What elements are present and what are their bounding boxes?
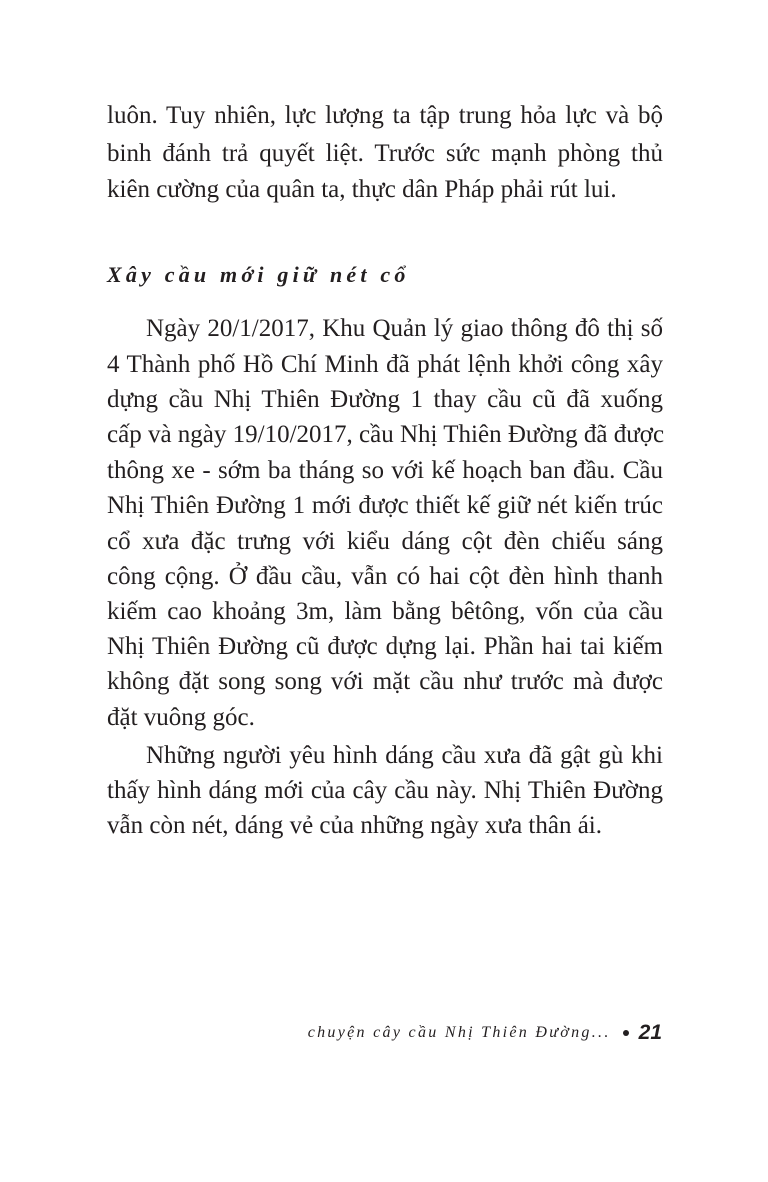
text-line: kiên cường của quân ta, thực dân Pháp phải rút lui.: [107, 176, 617, 203]
text-line: đặt vuông góc.: [107, 704, 255, 731]
page-footer: [308, 1018, 662, 1048]
text-line: vẫn còn nét, dáng vẻ của những ngày xưa thân ái.: [107, 812, 602, 839]
page-number: 21: [638, 1021, 662, 1044]
text-line: Ngày 20/1/2017, Khu Quản lý giao thông đô thị số: [146, 315, 663, 342]
text-line: thấy hình dáng mới của cây cầu này. Nhị Thiên Đường: [107, 777, 663, 804]
running-title: chuyện cây cầu Nhị Thiên Đường...: [307, 1024, 611, 1041]
text-line: công cộng. Ở đầu cầu, vẫn có hai cột đèn hình thanh: [107, 563, 663, 590]
text-line: luôn. Tuy nhiên, lực lượng ta tập trung hỏa lực và bộ: [107, 102, 663, 129]
bullet-separator-icon: [623, 1030, 629, 1036]
section-heading: Xây cầu mới giữ nét cổ: [107, 262, 410, 287]
text-line: cổ xưa đặc trưng với kiểu dáng cột đèn chiếu sáng: [107, 528, 663, 555]
text-line: 4 Thành phố Hồ Chí Minh đã phát lệnh khởi công xây: [107, 351, 663, 378]
text-line: Những người yêu hình dáng cầu xưa đã gật gù khi: [146, 742, 663, 769]
text-line: cấp và ngày 19/10/2017, cầu Nhị Thiên Đường đã được: [107, 421, 665, 448]
text-line: binh đánh trả quyết liệt. Trước sức mạnh phòng thủ: [107, 140, 663, 167]
text-line: Nhị Thiên Đường cũ được dựng lại. Phần hai tai kiếm: [107, 633, 663, 660]
text-line: dựng cầu Nhị Thiên Đường 1 thay cầu cũ đã xuống: [107, 386, 663, 413]
text-line: thông xe - sớm ba tháng so với kế hoạch ban đầu. Cầu: [107, 457, 663, 484]
text-line: không đặt song song với mặt cầu như trước mà được: [107, 668, 663, 695]
text-line: Nhị Thiên Đường 1 mới được thiết kế giữ nét kiến trúc: [107, 492, 663, 519]
text-line: kiếm cao khoảng 3m, làm bằng bêtông, vốn của cầu: [107, 598, 663, 625]
